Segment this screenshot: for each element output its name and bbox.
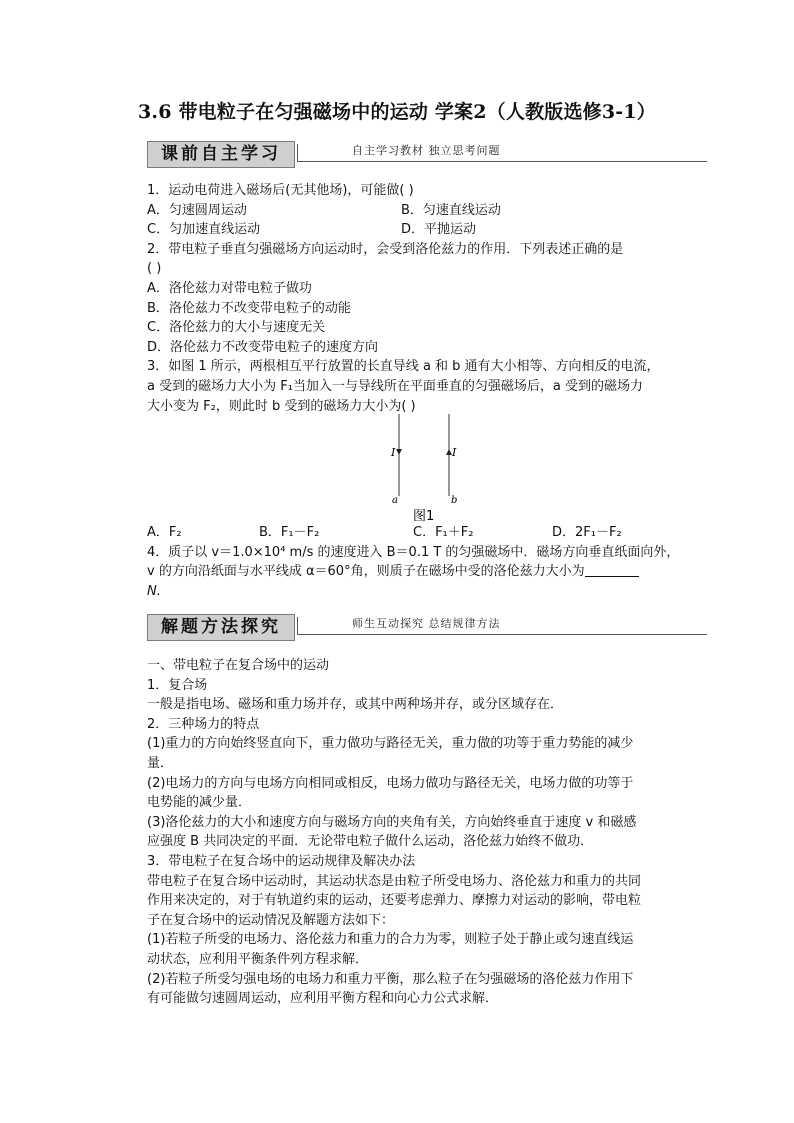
- figure-caption: 图1: [413, 509, 435, 524]
- current-label-b: I: [452, 446, 457, 459]
- body-line: 2．三种场力的特点: [147, 716, 260, 732]
- option-b: B．洛伦兹力不改变带电粒子的动能: [147, 300, 351, 316]
- question-3-stem-cont: a 受到的磁场力大小为 F₁当加入一与导线所在平面垂直的匀强磁场后，a 受到的磁场力: [147, 378, 644, 394]
- body-line: (2)电场力的方向与电场方向相同或相反，电场力做功与路径无关，电场力做的功等于: [147, 775, 634, 791]
- body-line: (1)重力的方向始终竖直向下，重力做功与路径无关，重力做的功等于重力势能的减少: [147, 736, 634, 752]
- section-label: 解题方法探究: [147, 614, 295, 641]
- section-header-methods: [147, 614, 707, 642]
- option-a: A．洛伦兹力对带电粒子做功: [147, 280, 312, 296]
- body-line: (2)若粒子所受匀强电场的电场力和重力平衡，那么粒子在匀强磁场的洛伦兹力作用下: [147, 971, 634, 987]
- current-label-a: I: [391, 446, 396, 459]
- question-3-options: [147, 523, 667, 543]
- option-d: D．平抛运动: [401, 222, 477, 238]
- option-c: C．洛伦兹力的大小与速度无关: [147, 320, 326, 336]
- body-line: 动状态，应利用平衡条件列方程求解．: [147, 951, 369, 967]
- option-c: C．匀加速直线运动: [147, 222, 261, 238]
- option-a: A．F₂: [147, 525, 182, 540]
- body-line: (3)洛伦兹力的大小和速度方向与磁场方向的夹角有关，方向始终垂直于速度 v 和磁感: [147, 814, 637, 830]
- section-subtitle: 师生互动探究 总结规律方法: [352, 617, 501, 630]
- body-line: (1)若粒子所受的电场力、洛伦兹力和重力的合力为零，则粒子处于静止或匀速直线运: [147, 932, 634, 948]
- figure-parallel-wires: [380, 412, 480, 524]
- question-4-text: v 的方向沿纸面与水平线成 α＝60°角，则质子在磁场中受的洛伦兹力大小为: [147, 564, 585, 580]
- question-2-stem-cont: ( ): [147, 261, 162, 277]
- body-line: 量．: [147, 755, 174, 771]
- question-3-stem: 3．如图 1 所示，两根相互平行放置的长直导线 a 和 b 通有大小相等、方向相反的电流，: [147, 359, 660, 375]
- body-line: 一、带电粒子在复合场中的运动: [147, 658, 330, 673]
- option-d: D．2F₁－F₂: [552, 525, 622, 540]
- section-divider-tab: [297, 144, 306, 161]
- option-c: C．F₁＋F₂: [413, 525, 474, 540]
- question-4-unit: N.: [147, 583, 161, 599]
- option-b: B．F₁－F₂: [259, 525, 320, 540]
- wire-label-b: b: [451, 495, 458, 506]
- question-4-stem-cont: [147, 562, 667, 582]
- body-line: 电势能的减少量．: [147, 795, 252, 811]
- option-b: B．匀速直线运动: [401, 202, 501, 218]
- current-arrow-down-icon: [396, 449, 402, 455]
- question-2-stem: 2．带电粒子垂直匀强磁场方向运动时，会受到洛伦兹力的作用．下列表述正确的是: [147, 241, 624, 257]
- body-line: 子在复合场中的运动情况及解题方法如下：: [147, 912, 395, 928]
- section-divider: [297, 161, 707, 162]
- methods-body: [147, 656, 667, 1009]
- page-title: 3.6 带电粒子在匀强磁场中的运动 学案2（人教版选修3-1）: [137, 101, 657, 123]
- questions-block: [147, 181, 667, 416]
- section-subtitle: 自主学习教材 独立思考问题: [352, 144, 501, 157]
- option-d: D．洛伦兹力不改变带电粒子的速度方向: [147, 339, 379, 355]
- question-3-stem-cont: 大小变为 F₂，则此时 b 受到的磁场力大小为( ): [147, 398, 416, 414]
- section-divider: [297, 634, 707, 635]
- question-4-stem: 4．质子以 v＝1.0×10⁴ m/s 的速度进入 B＝0.1 T 的匀强磁场中．磁场方向垂直纸面向外，: [147, 544, 680, 560]
- question-1-stem: 1．运动电荷进入磁场后(无其他场)，可能做( ): [147, 183, 414, 198]
- wire-label-a: a: [392, 495, 398, 506]
- section-label: 课前自主学习: [147, 141, 295, 168]
- body-line: 作用来决定的，对于有轨道约束的运动，还要考虑弹力、摩擦力对运动的影响，带电粒: [147, 893, 642, 909]
- body-line: 应强度 B 共同决定的平面．无论带电粒子做什么运动，洛伦兹力始终不做功．: [147, 834, 594, 850]
- questions-block-2: [147, 523, 680, 601]
- body-line: 1．复合场: [147, 677, 208, 693]
- answer-blank[interactable]: [585, 563, 639, 577]
- body-line: 带电粒子在复合场中运动时，其运动状态是由粒子所受电场力、洛伦兹力和重力的共同: [147, 873, 642, 889]
- body-line: 3．带电粒子在复合场中的运动规律及解决办法: [147, 853, 416, 869]
- section-header-preview: [147, 141, 707, 169]
- section-divider-tab: [297, 617, 306, 634]
- question-1-options-row-2: [147, 220, 667, 240]
- body-line: 有可能做匀速圆周运动，应利用平衡方程和向心力公式求解．: [147, 991, 499, 1007]
- question-1-options-row-1: [147, 201, 667, 221]
- option-a: A．匀速圆周运动: [147, 202, 247, 218]
- body-line: 一般是指电场、磁场和重力场并存，或其中两种场并存，或分区域存在．: [147, 697, 564, 713]
